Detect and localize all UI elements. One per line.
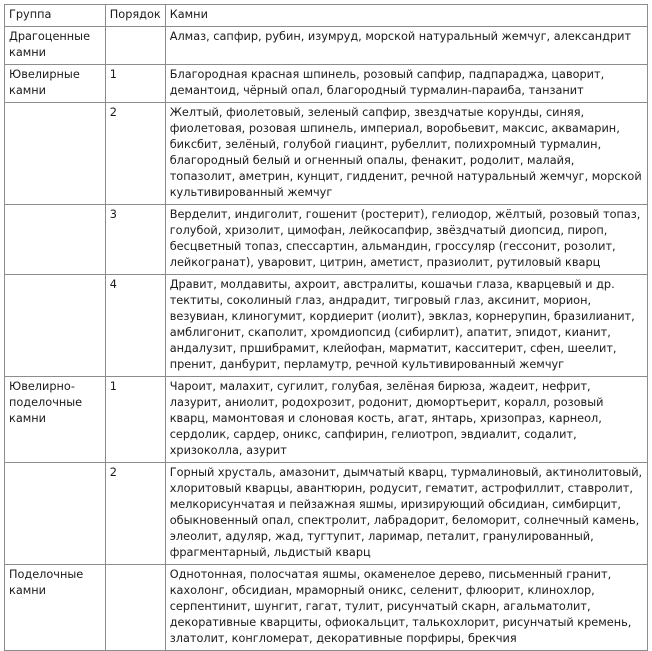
stones-classification-table xyxy=(4,4,648,651)
group-cell: Ювелирно-поделочные камни xyxy=(5,377,106,463)
table-row xyxy=(5,65,648,103)
stones-cell: Благородная красная шпинель, розовый сапфир, падпараджа, цаворит, демантоид, чёрный опал, благородный турмалин-параиба, танзанит xyxy=(165,65,647,103)
table-row xyxy=(5,463,648,565)
group-cell xyxy=(5,205,106,275)
order-cell: 3 xyxy=(105,205,165,275)
table-row xyxy=(5,103,648,205)
group-cell xyxy=(5,103,106,205)
table-row xyxy=(5,27,648,65)
table-row xyxy=(5,275,648,377)
order-cell: 1 xyxy=(105,377,165,463)
order-cell: 1 xyxy=(105,65,165,103)
table-row xyxy=(5,205,648,275)
group-cell: Драгоценные камни xyxy=(5,27,106,65)
table-row xyxy=(5,565,648,651)
stones-cell: Желтый, фиолетовый, зеленый сапфир, звездчатые корунды, синяя, фиолетовая, розовая шпинель, империал, воробьевит, максис, аквамарин, биксбит, зелёный, голубой гиацинт, рубеллит, полихромный турмалин, благородный белый и огненный опалы, фенакит, родолит, малайя, топазолит, аметрин, кунцит, гидденит, речной натуральный жемчуг, морской культивированный жемчуг xyxy=(165,103,647,205)
stones-cell: Чароит, малахит, сугилит, голубая, зелёная бирюза, жадеит, нефрит, лазурит, аниолит, родохрозит, родонит, дюмортьерит, коралл, розовый кварц, мамонтовая и слоновая кость, агат, янтарь, хризопраз, карнеол, сердолик, сардер, оникс, сапфирин, гелиотроп, эвдиалит, содалит, хризоколла, азурит xyxy=(165,377,647,463)
header-stones: Камни xyxy=(165,5,647,27)
order-cell: 2 xyxy=(105,103,165,205)
table-row xyxy=(5,377,648,463)
stones-cell: Дравит, молдавиты, ахроит, австралиты, кошачьи глаза, кварцевый и др. тектиты, соколиный глаз, андрадит, тигровый глаз, аксинит, морион, везувиан, клиногумит, кордиерит (иолит), эвклаз, корнерупин, бразилианит, амблигонит, скаполит, хромдиопсид (сибирлит), апатит, эпидот, кианит, андалузит, пршибрамит, клейофан, марматит, касситерит, сфен, шеелит, пренит, данбурит, перламутр, речной культивированный жемчуг xyxy=(165,275,647,377)
group-cell xyxy=(5,275,106,377)
group-cell: Поделочные камни xyxy=(5,565,106,651)
stones-cell: Алмаз, сапфир, рубин, изумруд, морской натуральный жемчуг, александрит xyxy=(165,27,647,65)
header-group: Группа xyxy=(5,5,106,27)
order-cell: 4 xyxy=(105,275,165,377)
stones-cell: Верделит, индиголит, гошенит (ростерит), гелиодор, жёлтый, розовый топаз, голубой, хризолит, цимофан, лейкосапфир, звёздчатый диопсид, пироп, бесцветный топаз, спессартин, альмандин, гроссуляр (гессонит, розолит, лейкогранат), уваровит, цитрин, аметист, празиолит, рутиловый кварц xyxy=(165,205,647,275)
table-header-row xyxy=(5,5,648,27)
header-order: Порядок xyxy=(105,5,165,27)
group-cell: Ювелирные камни xyxy=(5,65,106,103)
stones-cell: Однотонная, полосчатая яшмы, окаменелое дерево, письменный гранит, кахолонг, обсидиан, мраморный оникс, селенит, флюорит, клинохлор, серпентинит, шунгит, гагат, тулит, рисунчатый скарн, агальматолит, декоративные кварциты, офиокальцит, талькохлорит, рисунчатый кремень, златолит, конгломерат, декоративные порфиры, брекчия xyxy=(165,565,647,651)
order-cell xyxy=(105,27,165,65)
stones-cell: Горный хрусталь, амазонит, дымчатый кварц, турмалиновый, актинолитовый, хлоритовый кварцы, авантюрин, родусит, гематит, астрофиллит, ставролит, мелкорисунчатая и пейзажная яшмы, иризирующий обсидиан, симбирцит, обыкновенный опал, спектролит, лабрадорит, беломорит, солнечный камень, элеолит, адуляр, жад, тугтупит, ларимар, петалит, гранулированный, фрагментарный, льдистый кварц xyxy=(165,463,647,565)
group-cell xyxy=(5,463,106,565)
order-cell: 2 xyxy=(105,463,165,565)
order-cell xyxy=(105,565,165,651)
